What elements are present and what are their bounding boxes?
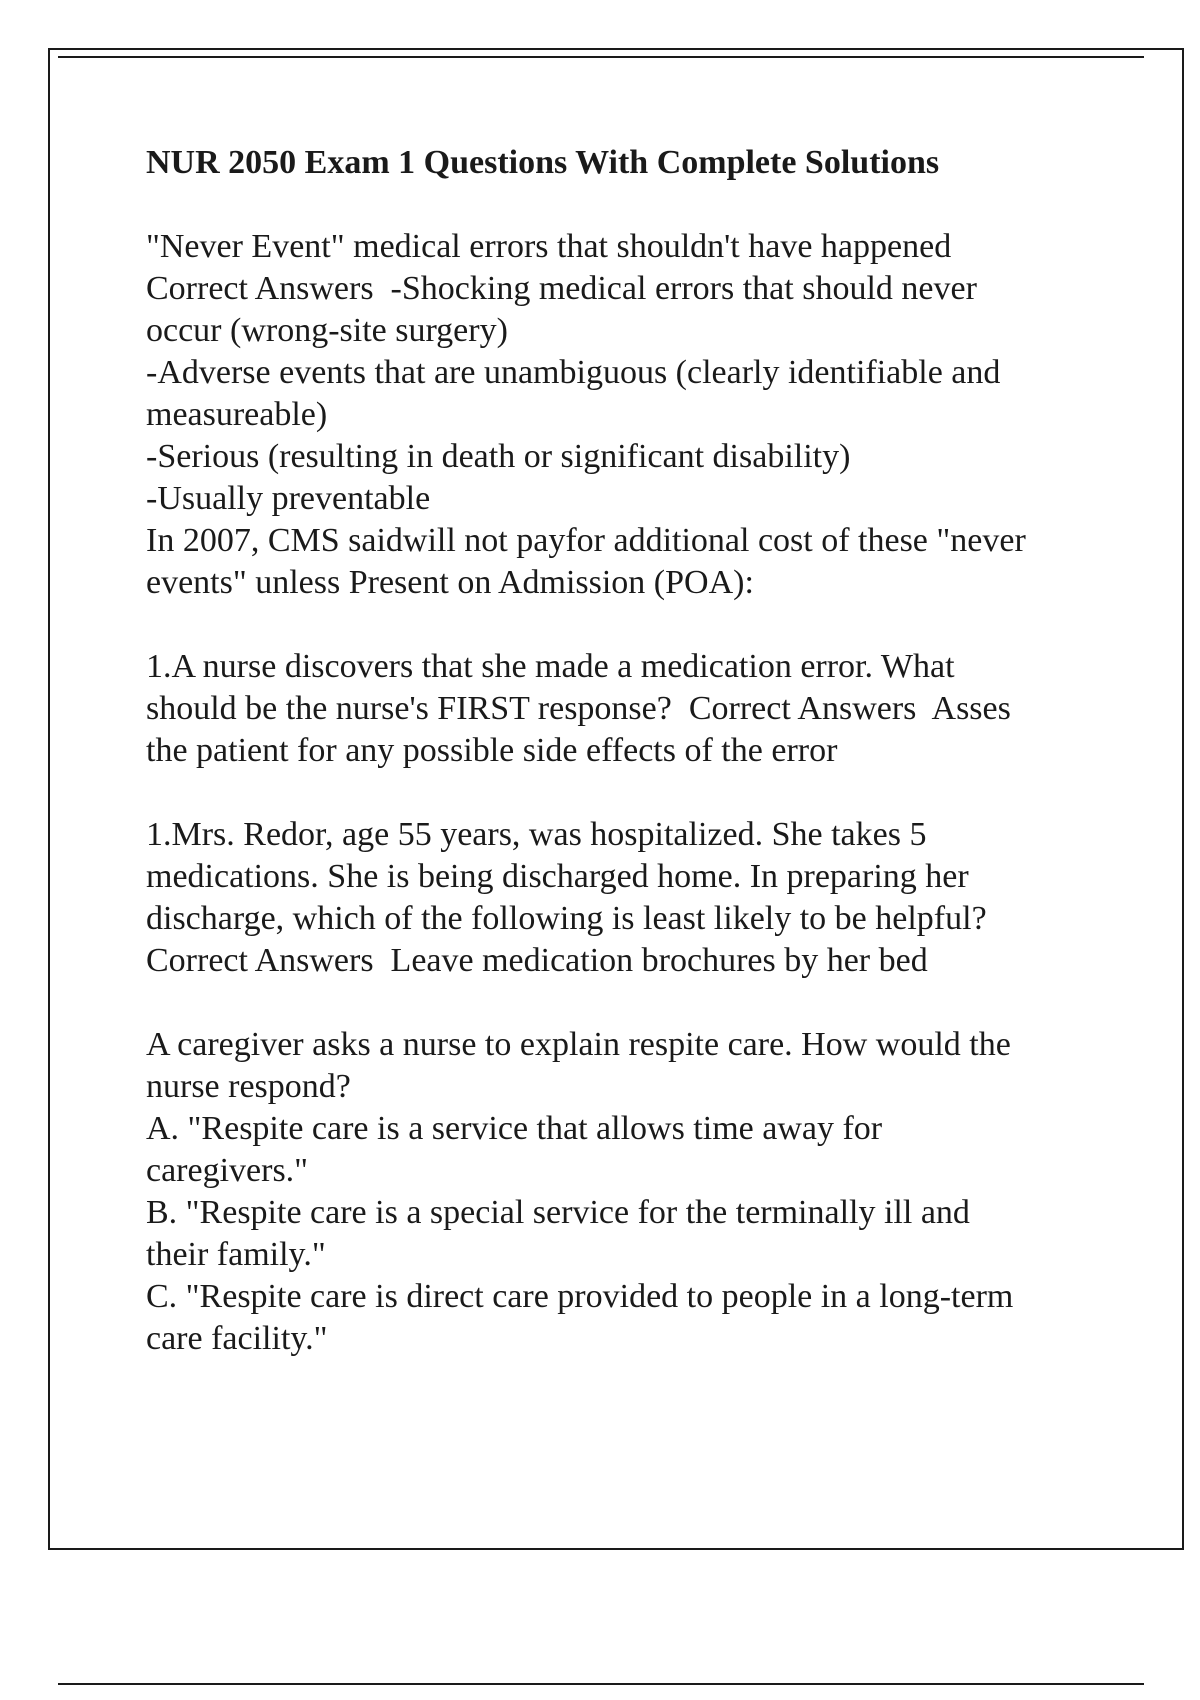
never-event-block	[146, 226, 1106, 604]
text-line: "Never Event" medical errors that shouldn't have happened	[146, 228, 952, 265]
answer-option-c: C. "Respite care is direct care provided to people in a long-term	[146, 1278, 1014, 1315]
footer-rule	[58, 1683, 1144, 1685]
text-line: caregivers."	[146, 1152, 309, 1189]
text-line: Correct Answers Leave medication brochures by her bed	[146, 942, 928, 979]
text-line: discharge, which of the following is least likely to be helpful?	[146, 900, 987, 937]
text-line: events" unless Present on Admission (POA):	[146, 564, 754, 601]
text-line: the patient for any possible side effects of the error	[146, 732, 838, 769]
answer-option-a: A. "Respite care is a service that allows time away for	[146, 1110, 883, 1147]
text-line: In 2007, CMS saidwill not payfor additional cost of these "never	[146, 522, 1026, 559]
answer-option-b: B. "Respite care is a special service for the terminally ill and	[146, 1194, 970, 1231]
text-line: 1.Mrs. Redor, age 55 years, was hospitalized. She takes 5	[146, 816, 927, 853]
text-line: their family."	[146, 1236, 326, 1273]
text-line: medications. She is being discharged home. In preparing her	[146, 858, 969, 895]
header-rule	[58, 56, 1144, 58]
document-title: NUR 2050 Exam 1 Questions With Complete Solutions	[146, 144, 940, 181]
respite-care-question	[146, 1024, 1106, 1360]
text-line: A caregiver asks a nurse to explain respite care. How would the	[146, 1026, 1011, 1063]
document-body	[146, 142, 1106, 1402]
text-line: should be the nurse's FIRST response? Correct Answers Asses	[146, 690, 1011, 727]
text-line: nurse respond?	[146, 1068, 351, 1105]
text-line: -Serious (resulting in death or significant disability)	[146, 438, 851, 475]
text-line: measureable)	[146, 396, 328, 433]
discharge-question	[146, 814, 1106, 982]
medication-error-question	[146, 646, 1106, 772]
text-line: occur (wrong-site surgery)	[146, 312, 508, 349]
text-line: 1.A nurse discovers that she made a medication error. What	[146, 648, 955, 685]
text-line: Correct Answers -Shocking medical errors that should never	[146, 270, 977, 307]
text-line: -Adverse events that are unambiguous (clearly identifiable and	[146, 354, 1001, 391]
text-line: care facility."	[146, 1320, 328, 1357]
text-line: -Usually preventable	[146, 480, 431, 517]
